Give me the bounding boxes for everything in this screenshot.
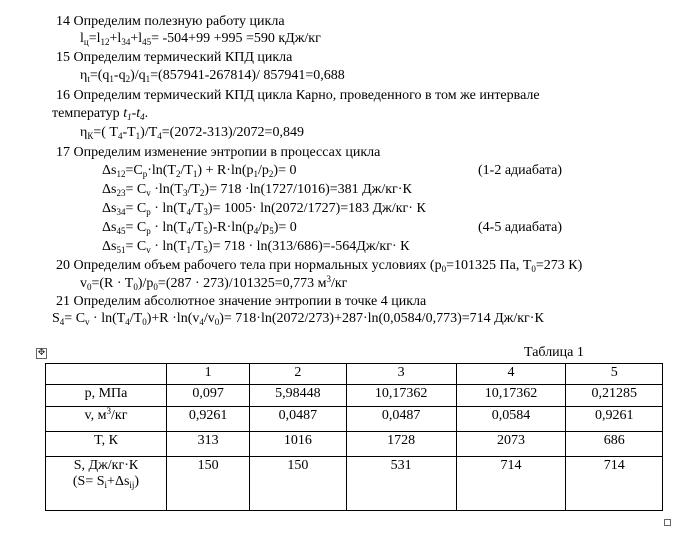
table-header-row [46,364,663,385]
table-cell: 313 [167,432,250,457]
table-cell: 531 [346,457,456,511]
table-row [46,385,663,407]
section-15-heading: 15 Определим термический КПД цикла [56,50,293,65]
useful-work-formula: $l_ц=l_{12}+l_{34}+l_{45}= -504+99 +995 =590$ кДж/кг [80,31,321,47]
table-cell: 0,21285 [566,385,663,407]
table-cell: 714 [456,457,566,511]
row-label: S, Дж/кг·К $(S= S_i+\Delta s_{ij})$ [46,457,167,511]
table-cell: 0,9261 [167,407,250,432]
table-cell: 150 [167,457,250,511]
section-14-heading: 14 Определим полезную работу цикла [56,14,285,29]
table-cell: 0,9261 [566,407,663,432]
entropy-45-note: (4-5 адиабата) [478,220,563,235]
row-label: p, МПа [46,385,167,407]
table-cell: 0,0584 [456,407,566,432]
table-header-cell: 1 [167,364,250,385]
table-caption: Таблица 1 [524,345,584,360]
table-row [46,457,663,511]
table-cell: 0,0487 [250,407,347,432]
section-20-heading: 20 Определим объем рабочего тела при нормальных условиях ($p_0=101325$ Па, $T_0=273$ К) [56,258,583,274]
table-cell: 1016 [250,432,347,457]
state-parameters-table [45,363,663,511]
table-row [46,407,663,432]
section-16-heading-cont: температур $t_1-t_4$. [52,106,149,122]
table-header-cell: 4 [456,364,566,385]
entropy-45-formula: $\Delta s_{45}= C_p \cdot \ln(T_4/T_5)-R\cdot\ln(p_4/p_5)= 0$ [102,220,297,236]
absolute-entropy-formula: $S_4= C_v \cdot \ln(T_4/T_0)+R \cdot\ln(v_4/v_0)= 718\cdot\ln(2072/273)+287\cdot\ln(0,0584/0,773)=714$ Дж/кг·К [52,311,544,327]
table-row [46,432,663,457]
table-cell: 5,98448 [250,385,347,407]
table-cell: 714 [566,457,663,511]
entropy-34-formula: $\Delta s_{34}= C_p \cdot \ln(T_4/T_3)= 1005\cdot \ln(2072/1727)=183$ Дж/кг· К [102,201,426,217]
row-label: v, $м^3/кг$ [46,407,167,432]
table-move-handle-icon[interactable]: ✥ [37,348,46,358]
entropy-12-formula: $\Delta s_{12}=C_p\cdot\ln(T_2/T_1) + R\cdot\ln(p_1/p_2)= 0$ [102,163,297,179]
entropy-51-formula: $\Delta s_{51}= C_v \cdot \ln(T_1/T_5)= 718 \cdot \ln(313/686)=-564Дж/кг\cdot К$ [102,239,410,255]
table-cell: 0,097 [167,385,250,407]
carnot-efficiency-formula: $\eta_К=$( $T_4-T_1)/T_4=(2072-313)/2072=0,849$ [80,125,304,141]
table-header-cell: 2 [250,364,347,385]
row-label: T, К [46,432,167,457]
table-cell: 2073 [456,432,566,457]
thermal-efficiency-formula: $\eta_t=(q_1-q_2)/q_1=(857941-267814)/$ 857941=0,688 [80,68,345,84]
table-cell: 686 [566,432,663,457]
table-cell: 10,17362 [456,385,566,407]
table-cell: 10,17362 [346,385,456,407]
table-header-cell: 3 [346,364,456,385]
section-16-heading: 16 Определим термический КПД цикла Карно, проведенного в том же интервале [56,88,540,103]
normal-volume-formula: $v_0=(R \cdot T_0)/p_0=(287 \cdot 273)/101325=0,773$ $м^3/кг$ [80,274,348,292]
table-header-cell: 5 [566,364,663,385]
table-cell: 1728 [346,432,456,457]
table-header-cell [46,364,167,385]
table-resize-handle[interactable] [664,519,671,526]
table-cell: 150 [250,457,347,511]
section-21-heading: 21 Определим абсолютное значение энтропии в точке 4 цикла [56,294,427,309]
entropy-23-formula: $\Delta s_{23}= C_v \cdot\ln(T_3/T_2)= 718 \cdot\ln(1727/1016)=381$ Дж/кг·К [102,182,412,198]
section-17-heading: 17 Определим изменение энтропии в процессах цикла [56,145,381,160]
table-cell: 0,0487 [346,407,456,432]
entropy-12-note: (1-2 адиабата) [478,163,563,178]
